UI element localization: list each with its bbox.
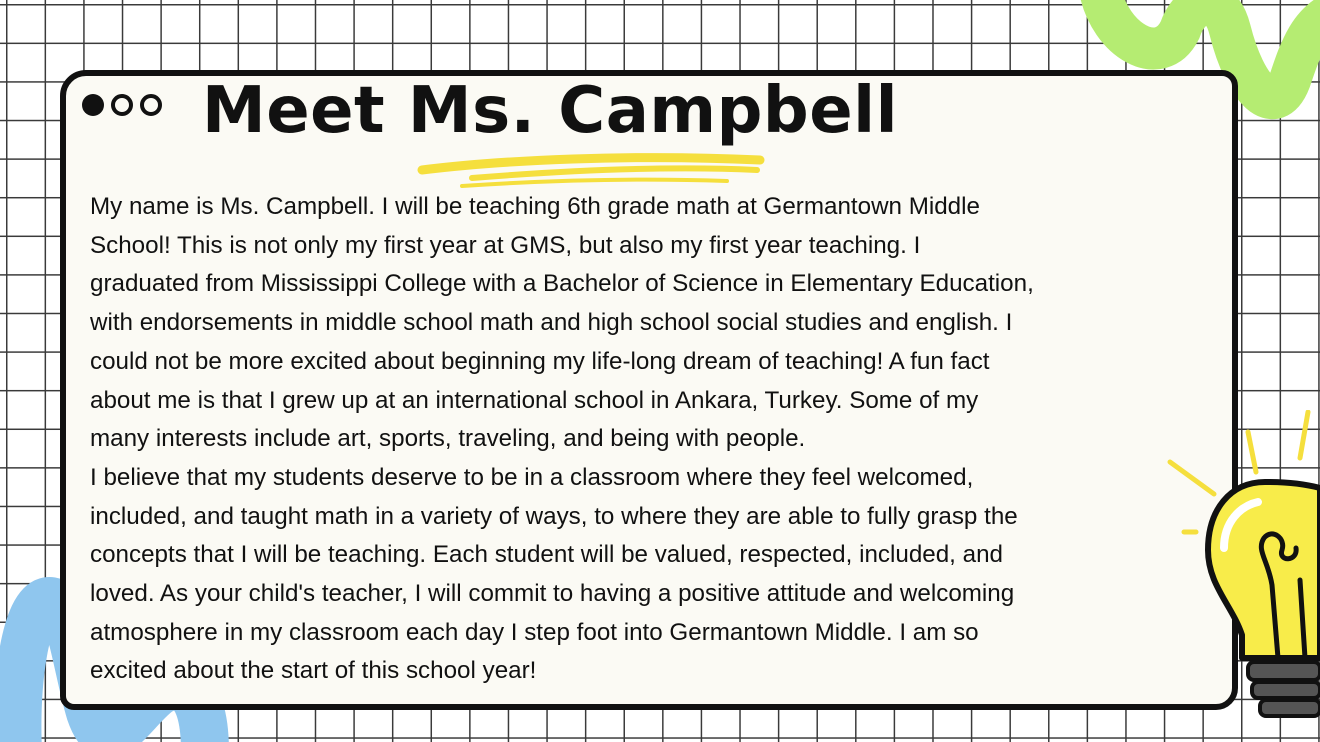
- ring-dot-icon: [111, 94, 133, 116]
- window-dots-icon: [82, 94, 162, 116]
- ring-dot-icon: [140, 94, 162, 116]
- title-underline: [412, 148, 772, 192]
- lightbulb-icon: [1160, 410, 1320, 730]
- bio-paragraph-philosophy: I believe that my students deserve to be in a classroom where they feel welcomed, included, and taught math in a variety of ways, to where they are able to fully grasp the concepts that I will be teaching. Each student will be valued, respected, included, and loved. As your child's teacher, I will commit to having a positive attitude and welcoming atmosphere in my classroom each day I step foot into Germantown Middle. I am so excited about the start of this school year!: [90, 463, 1018, 685]
- bio-text: [90, 188, 1200, 691]
- page-title: Meet Ms. Campbell: [202, 74, 898, 148]
- filled-dot-icon: [82, 94, 104, 116]
- bio-paragraph-intro: My name is Ms. Campbell. I will be teaching 6th grade math at Germantown Middle School! This is not only my first year at GMS, but also my first year teaching. I graduated from Mississippi College with a Bachelor of Science in Elementary Education, with endorsements in middle school math and high school social studies and english. I could not be more excited about beginning my life-long dream of teaching! A fun fact about me is that I grew up at an international school in Ankara, Turkey. Some of my many interests include art, sports, traveling, and being with people.: [90, 193, 1034, 453]
